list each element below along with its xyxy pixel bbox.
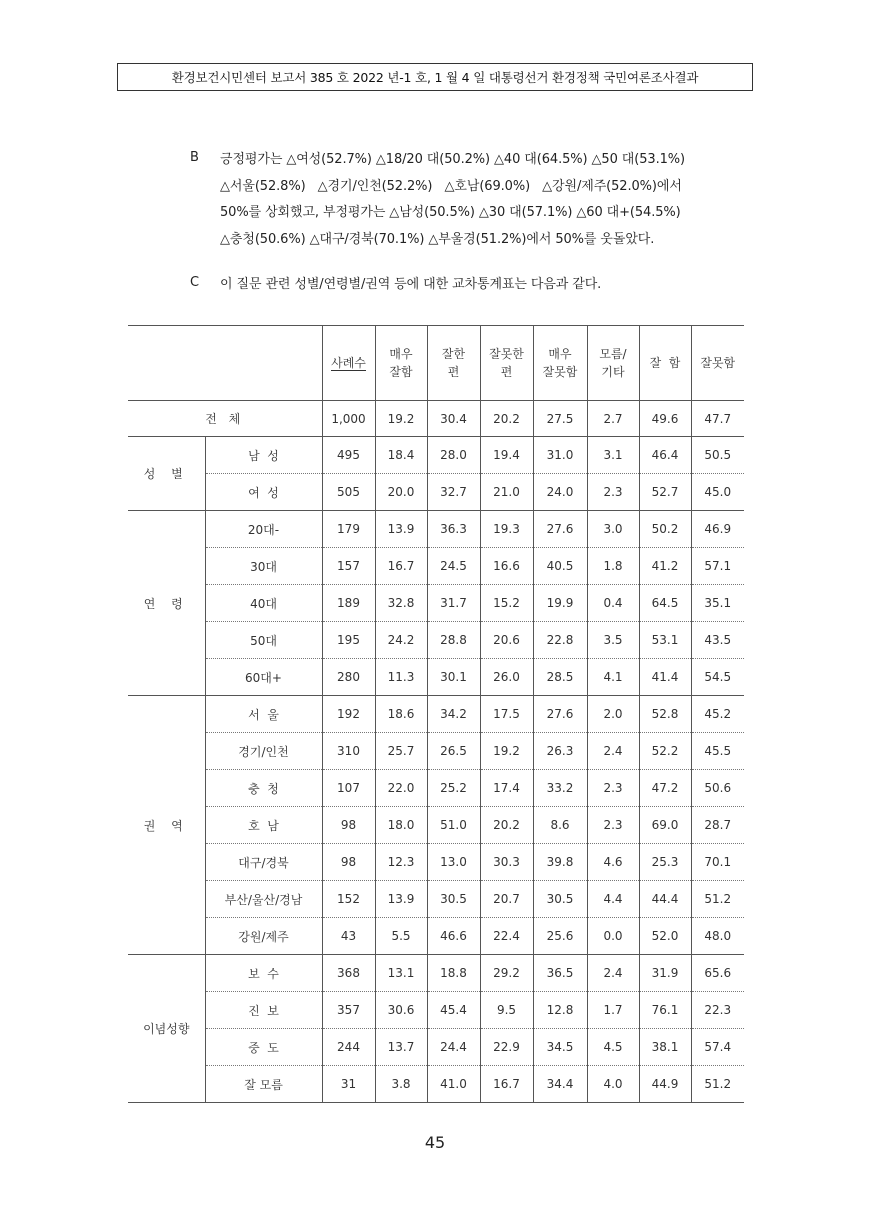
table-cell: 18.6 [375, 696, 427, 733]
table-cell: 195 [322, 622, 375, 659]
table-row [128, 548, 744, 585]
table-cell: 24.5 [427, 548, 480, 585]
column-header [480, 326, 533, 401]
table-cell: 34.4 [533, 1066, 587, 1103]
column-header [427, 326, 480, 401]
table-cell: 28.8 [427, 622, 480, 659]
table-cell: 19.9 [533, 585, 587, 622]
table-cell: 20.2 [480, 807, 533, 844]
table-cell: 2.3 [587, 807, 639, 844]
table-cell: 26.5 [427, 733, 480, 770]
table-cell: 34.2 [427, 696, 480, 733]
table-cell: 70.1 [691, 844, 744, 881]
table-cell: 44.9 [639, 1066, 691, 1103]
table-cell: 12.8 [533, 992, 587, 1029]
table-cell: 310 [322, 733, 375, 770]
column-header-text: 사례수 [331, 356, 366, 370]
bullet-b-line-3: 50%를 상회했고, 부정평가는 △남성(50.5%) △30 대(57.1%) △60 대+(54.5%) [220, 205, 681, 220]
table-cell: 51.0 [427, 807, 480, 844]
row-label: 부산/울산/경남 [205, 881, 322, 918]
column-header-text: 매우 [548, 347, 572, 361]
column-header [322, 326, 375, 401]
table-cell: 30.6 [375, 992, 427, 1029]
total-cell: 30.4 [427, 401, 480, 437]
column-header-text: 잘못함 [700, 356, 736, 370]
row-label: 충 청 [205, 770, 322, 807]
table-cell: 20.7 [480, 881, 533, 918]
table-cell: 30.1 [427, 659, 480, 696]
group-label: 성 별 [128, 437, 205, 511]
row-label: 보 수 [205, 955, 322, 992]
table-cell: 52.7 [639, 474, 691, 511]
table-row [128, 807, 744, 844]
table-cell: 25.2 [427, 770, 480, 807]
column-header-text: 매우 [389, 347, 413, 361]
table-cell: 26.0 [480, 659, 533, 696]
table-cell: 13.9 [375, 881, 427, 918]
table-cell: 45.5 [691, 733, 744, 770]
table-row [128, 844, 744, 881]
table-corner [128, 326, 322, 401]
row-label: 경기/인천 [205, 733, 322, 770]
total-cell: 2.7 [587, 401, 639, 437]
report-header-title: 환경보건시민센터 보고서 385 호 2022 년-1 호, 1 월 4 일 대통령선거 환경정책 국민여론조사결과 [171, 70, 699, 85]
group-label: 연 령 [128, 511, 205, 696]
column-header-text: 잘못함 [542, 365, 578, 379]
column-header-text: 편 [447, 365, 460, 379]
table-cell: 27.6 [533, 511, 587, 548]
table-cell: 2.3 [587, 770, 639, 807]
table-row [128, 696, 744, 733]
table-cell: 34.5 [533, 1029, 587, 1066]
table-cell: 4.4 [587, 881, 639, 918]
table-row [128, 474, 744, 511]
table-cell: 43.5 [691, 622, 744, 659]
bullet-b-mark: B [190, 150, 199, 165]
table-cell: 2.4 [587, 733, 639, 770]
table-cell: 22.0 [375, 770, 427, 807]
column-header-text: 잘함 [389, 365, 413, 379]
table-row [128, 1066, 744, 1103]
report-header [117, 63, 753, 91]
table-cell: 46.4 [639, 437, 691, 474]
table-cell: 32.7 [427, 474, 480, 511]
row-label: 대구/경북 [205, 844, 322, 881]
table-cell: 3.8 [375, 1066, 427, 1103]
table-cell: 46.9 [691, 511, 744, 548]
table-row [128, 585, 744, 622]
column-header-text: 잘한 [441, 347, 466, 361]
table-cell: 28.5 [533, 659, 587, 696]
table-cell: 30.3 [480, 844, 533, 881]
table-cell: 20.0 [375, 474, 427, 511]
table-cell: 11.3 [375, 659, 427, 696]
table-cell: 50.6 [691, 770, 744, 807]
table-cell: 41.2 [639, 548, 691, 585]
group-label: 권 역 [128, 696, 205, 955]
page-number: 45 [424, 1133, 446, 1152]
table-cell: 21.0 [480, 474, 533, 511]
table-cell: 51.2 [691, 1066, 744, 1103]
table-cell: 24.0 [533, 474, 587, 511]
table-cell: 18.8 [427, 955, 480, 992]
table-cell: 20.6 [480, 622, 533, 659]
table-cell: 3.5 [587, 622, 639, 659]
table-cell: 36.3 [427, 511, 480, 548]
table-cell: 495 [322, 437, 375, 474]
table-cell: 98 [322, 807, 375, 844]
table-cell: 18.0 [375, 807, 427, 844]
table-cell: 22.4 [480, 918, 533, 955]
table-cell: 24.4 [427, 1029, 480, 1066]
row-label: 잘 모름 [205, 1066, 322, 1103]
table-cell: 179 [322, 511, 375, 548]
table-cell: 17.5 [480, 696, 533, 733]
table-cell: 32.8 [375, 585, 427, 622]
table-cell: 50.2 [639, 511, 691, 548]
table-cell: 19.2 [480, 733, 533, 770]
column-header [639, 326, 691, 401]
table-cell: 28.7 [691, 807, 744, 844]
table-cell: 57.1 [691, 548, 744, 585]
bullet-b-line-2: △서울(52.8%) △경기/인천(52.2%) △호남(69.0%) △강원/제주(52.0%)에서 [220, 178, 682, 194]
table-cell: 244 [322, 1029, 375, 1066]
table-cell: 52.0 [639, 918, 691, 955]
table-row [128, 622, 744, 659]
table-cell: 2.4 [587, 955, 639, 992]
table-cell: 52.2 [639, 733, 691, 770]
total-cell: 47.7 [691, 401, 744, 437]
table-cell: 18.4 [375, 437, 427, 474]
total-row [128, 401, 744, 437]
table-row [128, 733, 744, 770]
table-cell: 4.1 [587, 659, 639, 696]
table-cell: 25.6 [533, 918, 587, 955]
row-label: 서 울 [205, 696, 322, 733]
table-cell: 16.7 [375, 548, 427, 585]
table-row [128, 511, 744, 548]
table-cell: 27.6 [533, 696, 587, 733]
group-label: 이념성향 [128, 955, 205, 1103]
table-cell: 45.4 [427, 992, 480, 1029]
table-cell: 40.5 [533, 548, 587, 585]
table-cell: 38.1 [639, 1029, 691, 1066]
table-cell: 43 [322, 918, 375, 955]
bullet-c-text [220, 275, 760, 302]
table-cell: 30.5 [427, 881, 480, 918]
table-cell: 54.5 [691, 659, 744, 696]
total-cell: 49.6 [639, 401, 691, 437]
table-cell: 357 [322, 992, 375, 1029]
row-label: 30대 [205, 548, 322, 585]
table-cell: 31.0 [533, 437, 587, 474]
table-row [128, 955, 744, 992]
table-cell: 69.0 [639, 807, 691, 844]
column-header [691, 326, 744, 401]
row-label: 20대- [205, 511, 322, 548]
table-cell: 35.1 [691, 585, 744, 622]
table-cell: 13.9 [375, 511, 427, 548]
column-header [587, 326, 639, 401]
table-cell: 33.2 [533, 770, 587, 807]
table-cell: 31 [322, 1066, 375, 1103]
table-cell: 19.3 [480, 511, 533, 548]
table-cell: 29.2 [480, 955, 533, 992]
table-cell: 2.3 [587, 474, 639, 511]
table-row [128, 992, 744, 1029]
table-cell: 30.5 [533, 881, 587, 918]
table-cell: 22.3 [691, 992, 744, 1029]
table-cell: 45.2 [691, 696, 744, 733]
row-label: 호 남 [205, 807, 322, 844]
total-cell: 1,000 [322, 401, 375, 437]
table-cell: 8.6 [533, 807, 587, 844]
table-cell: 22.9 [480, 1029, 533, 1066]
table-cell: 13.7 [375, 1029, 427, 1066]
table-cell: 0.4 [587, 585, 639, 622]
table-cell: 28.0 [427, 437, 480, 474]
table-cell: 12.3 [375, 844, 427, 881]
table-cell: 31.9 [639, 955, 691, 992]
table-cell: 3.0 [587, 511, 639, 548]
table-cell: 368 [322, 955, 375, 992]
table-cell: 2.0 [587, 696, 639, 733]
row-label: 남 성 [205, 437, 322, 474]
table-cell: 17.4 [480, 770, 533, 807]
table-cell: 25.7 [375, 733, 427, 770]
table-cell: 48.0 [691, 918, 744, 955]
table-cell: 76.1 [639, 992, 691, 1029]
table-cell: 57.4 [691, 1029, 744, 1066]
table-cell: 1.8 [587, 548, 639, 585]
table-cell: 98 [322, 844, 375, 881]
table-cell: 64.5 [639, 585, 691, 622]
table-cell: 53.1 [639, 622, 691, 659]
table-row [128, 918, 744, 955]
table-cell: 24.2 [375, 622, 427, 659]
total-label: 전 체 [128, 401, 322, 437]
table-cell: 16.6 [480, 548, 533, 585]
bullet-b-text [220, 150, 760, 256]
table-cell: 13.0 [427, 844, 480, 881]
table-cell: 47.2 [639, 770, 691, 807]
crosstab-table [128, 325, 744, 1103]
table-row [128, 437, 744, 474]
table-cell: 31.7 [427, 585, 480, 622]
table-row [128, 1029, 744, 1066]
table-cell: 36.5 [533, 955, 587, 992]
table-cell: 280 [322, 659, 375, 696]
row-label: 강원/제주 [205, 918, 322, 955]
table-cell: 19.4 [480, 437, 533, 474]
table-cell: 1.7 [587, 992, 639, 1029]
total-cell: 27.5 [533, 401, 587, 437]
table-row [128, 659, 744, 696]
row-label: 60대+ [205, 659, 322, 696]
table-cell: 152 [322, 881, 375, 918]
row-label: 50대 [205, 622, 322, 659]
row-label: 진 보 [205, 992, 322, 1029]
table-cell: 189 [322, 585, 375, 622]
row-label: 중 도 [205, 1029, 322, 1066]
table-cell: 26.3 [533, 733, 587, 770]
table-cell: 46.6 [427, 918, 480, 955]
table-row [128, 881, 744, 918]
total-cell: 20.2 [480, 401, 533, 437]
table-row [128, 770, 744, 807]
table-cell: 157 [322, 548, 375, 585]
table-cell: 9.5 [480, 992, 533, 1029]
column-header [375, 326, 427, 401]
table-cell: 50.5 [691, 437, 744, 474]
bullet-c-mark: C [190, 275, 200, 290]
row-label: 40대 [205, 585, 322, 622]
column-header-text: 잘못한 [489, 347, 524, 361]
table-cell: 65.6 [691, 955, 744, 992]
table-cell: 22.8 [533, 622, 587, 659]
table-cell: 4.5 [587, 1029, 639, 1066]
table-cell: 25.3 [639, 844, 691, 881]
table-cell: 52.8 [639, 696, 691, 733]
table-cell: 192 [322, 696, 375, 733]
table-cell: 15.2 [480, 585, 533, 622]
table-cell: 5.5 [375, 918, 427, 955]
table-cell: 13.1 [375, 955, 427, 992]
column-header-text: 편 [500, 365, 513, 379]
table-cell: 51.2 [691, 881, 744, 918]
table-cell: 41.0 [427, 1066, 480, 1103]
table-cell: 107 [322, 770, 375, 807]
column-header-text: 기타 [601, 365, 625, 379]
table-cell: 39.8 [533, 844, 587, 881]
table-cell: 0.0 [587, 918, 639, 955]
total-cell: 19.2 [375, 401, 427, 437]
row-label: 여 성 [205, 474, 322, 511]
bullet-b-line-1: 긍정평가는 △여성(52.7%) △18/20 대(50.2%) △40 대(64.5%) △50 대(53.1%) [220, 152, 686, 167]
column-header [533, 326, 587, 401]
table-cell: 41.4 [639, 659, 691, 696]
table-cell: 4.6 [587, 844, 639, 881]
table-cell: 16.7 [480, 1066, 533, 1103]
column-header-text: 잘 함 [649, 356, 681, 370]
table-cell: 4.0 [587, 1066, 639, 1103]
table-cell: 505 [322, 474, 375, 511]
table-cell: 44.4 [639, 881, 691, 918]
table-cell: 45.0 [691, 474, 744, 511]
bullet-b-line-4: △충청(50.6%) △대구/경북(70.1%) △부울경(51.2%)에서 50%를 웃돌았다. [220, 231, 655, 247]
column-header-text: 모름/ [599, 347, 627, 361]
bullet-c-line: 이 질문 관련 성별/연령별/권역 등에 대한 교차통계표는 다음과 같다. [220, 277, 602, 292]
table-cell: 3.1 [587, 437, 639, 474]
